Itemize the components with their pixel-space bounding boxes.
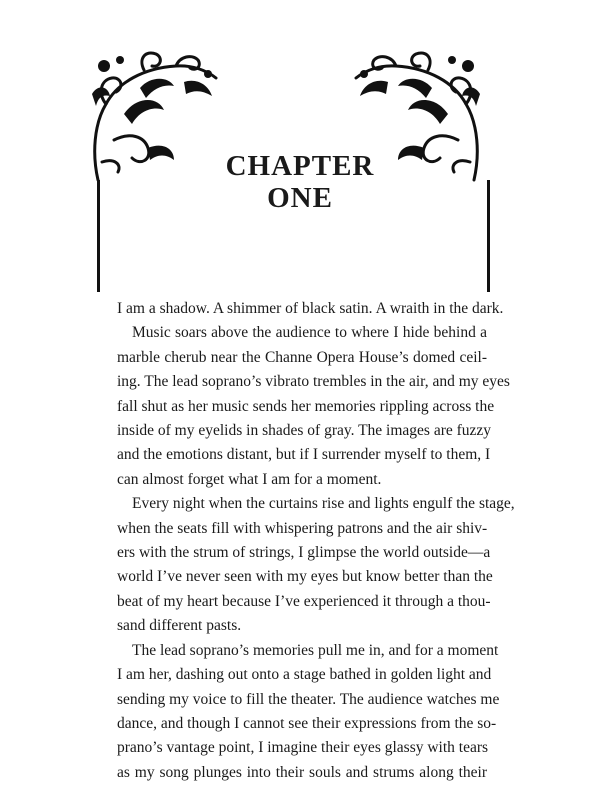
text-line: as my song plunges into their souls and strums along their [117,763,487,781]
chapter-title-line-1: CHAPTER [225,150,375,182]
text-line: world I’ve never seen with my eyes but know better than the [117,568,493,586]
text-line: ers with the strum of strings, I glimpse the world outside—a [117,544,491,562]
text-line: I am her, dashing out onto a stage bathed in golden light and [117,666,492,684]
text-line: ing. The lead soprano’s vibrato trembles in the air, and my eyes [117,373,510,391]
text-line: sending my voice to fill the theater. The audience watches me [117,690,500,708]
text-line: marble cherub near the Channe Opera House’s domed ceil- [117,348,487,366]
text-line: fall shut as her music sends her memories rippling across the [117,397,495,415]
text-line: Music soars above the audience to where I hide behind a [132,324,487,342]
text-line: and the emotions distant, but if I surrender myself to them, I [117,446,491,464]
chapter-title [0,150,600,214]
text-line: beat of my heart because I’ve experienced it through a thou- [117,592,491,610]
text-line: inside of my eyelids in shades of gray. The images are fuzzy [117,422,492,440]
text-line: prano’s vantage point, I imagine their eyes glassy with tears [117,739,489,757]
chapter-body-text [117,297,515,785]
text-line: Every night when the curtains rise and lights engulf the stage, [132,495,515,513]
text-line: dance, and though I cannot see their expressions from the so- [117,714,497,732]
text-line: sand different pasts. [117,617,242,635]
text-line: The lead soprano’s memories pull me in, and for a moment [132,641,499,659]
text-line: when the seats fill with whispering patrons and the air shiv- [117,519,488,537]
chapter-title-line-2: ONE [267,182,333,214]
text-line: can almost forget what I am for a moment. [117,470,382,488]
text-line: I am a shadow. A shimmer of black satin. A wraith in the dark. [117,300,504,317]
